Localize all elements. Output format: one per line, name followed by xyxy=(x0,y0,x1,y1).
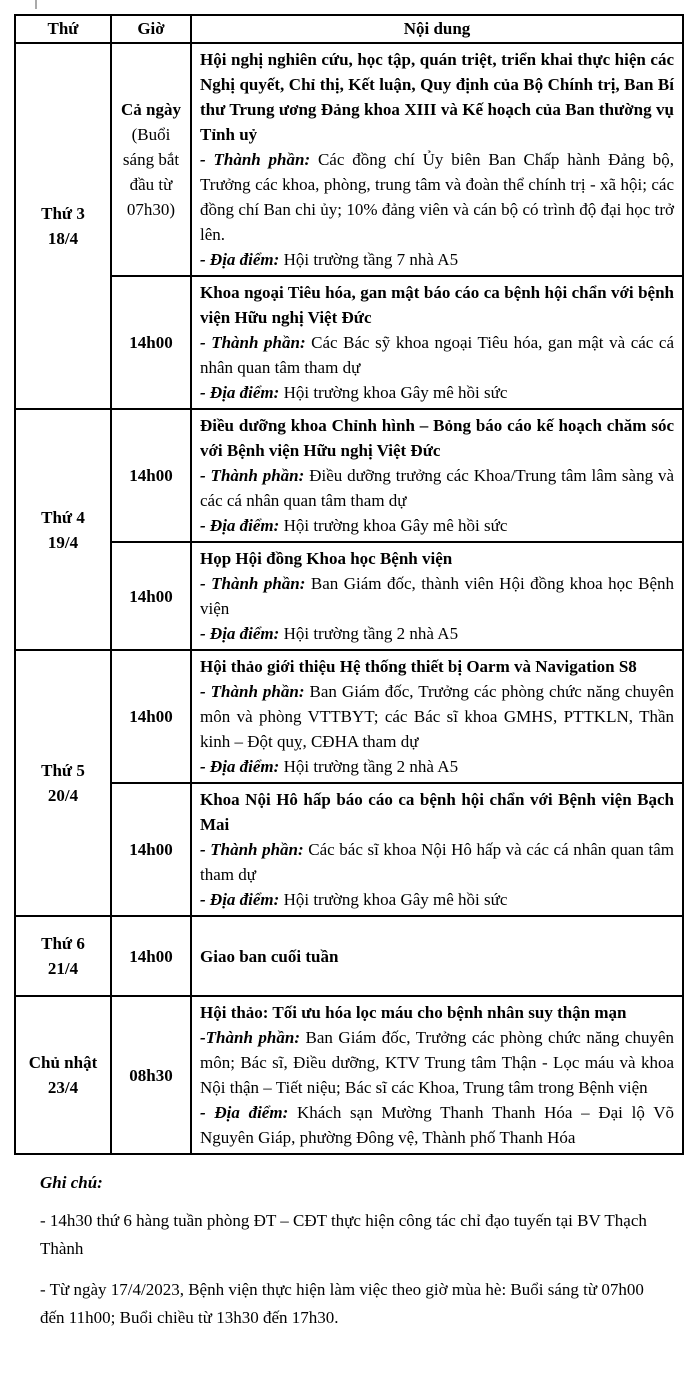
participants-text: Ban Giám đốc, Trưởng các phòng chức năng chuyên môn và phòng VTTBYT; các Bác sĩ khoa GMHS, PTTKLN, Thần kinh – Đột quỵ, CĐHA tham dự xyxy=(200,682,675,751)
event-title: Họp Hội đồng Khoa học Bệnh viện xyxy=(200,549,453,568)
participants-line xyxy=(200,330,674,380)
participants-text: Các đồng chí Ủy biên Ban Chấp hành Đảng bộ, Trưởng các khoa, phòng, trung tâm và đoàn thể chính trị - xã hội; các đồng chí Ban chi ủy; 10% đảng viên và cán bộ có trình độ đại học trở lên. xyxy=(200,150,675,244)
table-row xyxy=(15,542,683,650)
location-line xyxy=(200,513,674,538)
time-cell xyxy=(111,409,191,542)
day-name: Thứ 3 xyxy=(41,204,85,223)
day-date: 21/4 xyxy=(47,959,79,978)
content-cell xyxy=(191,409,683,542)
day-cell-chunhat xyxy=(15,996,111,1154)
day-cell-thu6 xyxy=(15,916,111,996)
participants-text: Ban Giám đốc, Trưởng các phòng chức năng chuyên môn; Bác sĩ, Điều dưỡng, KTV Trung tâm Thận - Lọc máu và khoa Nội thận – Tiết niệu; Bác sĩ các Khoa, Trung tâm trong Bệnh viện xyxy=(200,1028,674,1097)
day-cell-thu4 xyxy=(15,409,111,650)
content-cell xyxy=(191,542,683,650)
time-cell xyxy=(111,783,191,916)
location-line xyxy=(200,1100,674,1150)
content-cell xyxy=(191,996,683,1154)
participants-line xyxy=(200,679,674,754)
time-cell xyxy=(111,650,191,783)
table-row xyxy=(15,276,683,409)
content-cell xyxy=(191,43,683,276)
location-line xyxy=(200,754,674,779)
notes-section xyxy=(40,1169,654,1332)
location-label: - Địa điểm: xyxy=(200,383,280,402)
participants-label: - Thành phần: xyxy=(200,333,306,352)
location-label: - Địa điểm: xyxy=(200,624,280,643)
participants-text: Điều dưỡng trưởng các Khoa/Trung tâm lâm sàng và các cá nhân quan tâm tham dự xyxy=(200,466,675,510)
time-value: 14h00 xyxy=(129,586,173,606)
participants-text: Các Bác sỹ khoa ngoại Tiêu hóa, gan mật và các cá nhân quan tâm tham dự xyxy=(200,333,674,377)
header-content: Nội dung xyxy=(191,15,683,43)
participants-label: - Thành phần: xyxy=(200,840,304,859)
location-text: Hội trường khoa Gây mê hồi sức xyxy=(283,516,508,535)
participants-text: Các bác sĩ khoa Nội Hô hấp và các cá nhân quan tâm tham dự xyxy=(200,840,675,884)
table-row xyxy=(15,996,683,1154)
event-title: Giao ban cuối tuần xyxy=(200,946,339,966)
participants-line xyxy=(200,147,674,247)
content-cell xyxy=(191,276,683,409)
location-label: - Địa điểm: xyxy=(200,1103,289,1122)
table-row xyxy=(15,409,683,542)
note-item: - Từ ngày 17/4/2023, Bệnh viện thực hiện làm việc theo giờ mùa hè: Buổi sáng từ 07h00 đến 11h00; Buổi chiều từ 13h30 đến 17h30. xyxy=(40,1280,644,1327)
location-line xyxy=(200,247,674,272)
schedule-table xyxy=(14,14,684,1155)
day-name: Thứ 5 xyxy=(41,761,85,780)
location-text: Hội trường tầng 7 nhà A5 xyxy=(283,250,459,269)
day-date: 23/4 xyxy=(47,1078,79,1097)
time-cell xyxy=(111,996,191,1154)
day-date: 18/4 xyxy=(47,229,79,248)
time-cell xyxy=(111,43,191,276)
participants-label: - Thành phần: xyxy=(200,682,305,701)
content-cell xyxy=(191,916,683,996)
participants-label: - Thành phần: xyxy=(200,466,305,485)
event-title: Hội thảo giới thiệu Hệ thống thiết bị Oarm và Navigation S8 xyxy=(200,657,637,676)
event-title: Điều dưỡng khoa Chỉnh hình – Bỏng báo cáo kế hoạch chăm sóc với Bệnh viện Hữu nghị Việt Đức xyxy=(200,416,674,460)
location-text: Hội trường tầng 2 nhà A5 xyxy=(283,624,459,643)
location-label: - Địa điểm: xyxy=(200,250,280,269)
day-date: 19/4 xyxy=(47,532,79,552)
table-row xyxy=(15,650,683,783)
event-title: Khoa Nội Hô hấp báo cáo ca bệnh hội chẩn với Bệnh viện Bạch Mai xyxy=(200,790,674,834)
participants-line xyxy=(200,463,674,513)
location-line xyxy=(200,380,674,405)
event-title: Khoa ngoại Tiêu hóa, gan mật báo cáo ca bệnh hội chẩn với bệnh viện Hữu nghị Việt Đức xyxy=(200,283,674,327)
table-row xyxy=(15,783,683,916)
participants-line xyxy=(200,571,674,621)
location-text: Hội trường khoa Gây mê hồi sức xyxy=(283,383,508,402)
table-row xyxy=(15,916,683,996)
header-day: Thứ xyxy=(15,15,111,43)
time-value: 14h00 xyxy=(129,840,173,859)
time-value: 14h00 xyxy=(129,707,173,726)
location-line xyxy=(200,887,674,912)
header-row xyxy=(15,15,683,43)
day-cell-thu5 xyxy=(15,650,111,916)
content-cell xyxy=(191,783,683,916)
location-label: - Địa điểm: xyxy=(200,890,280,909)
time-value: Cả ngày xyxy=(121,100,181,119)
day-name: Chủ nhật xyxy=(28,1053,98,1072)
participants-label: - Thành phần: xyxy=(200,150,311,169)
content-cell xyxy=(191,650,683,783)
participants-line xyxy=(200,1025,674,1100)
time-value: 14h00 xyxy=(129,946,173,966)
note-item: - 14h30 thứ 6 hàng tuần phòng ĐT – CĐT thực hiện công tác chỉ đạo tuyến tại BV Thạch Thành xyxy=(40,1211,647,1258)
header-time: Giờ xyxy=(111,15,191,43)
location-label: - Địa điểm: xyxy=(200,757,280,776)
time-value: 08h30 xyxy=(129,1065,173,1085)
day-date: 20/4 xyxy=(47,786,79,805)
event-title: Hội nghị nghiên cứu, học tập, quán triệt, triển khai thực hiện các Nghị quyết, Chỉ thị, Kết luận, Quy định của Bộ Chính trị, Ban Bí thư Trung ương Đảng khoa XIII và Kế hoạch của Ban thường vụ Tỉnh uỷ xyxy=(200,50,674,144)
table-row xyxy=(15,43,683,276)
participants-line xyxy=(200,837,674,887)
day-name: Thứ 4 xyxy=(41,507,85,527)
day-name: Thứ 6 xyxy=(41,934,85,953)
location-label: - Địa điểm: xyxy=(200,516,280,535)
event-title: Hội thảo: Tối ưu hóa lọc máu cho bệnh nhân suy thận mạn xyxy=(200,1003,627,1022)
time-value: 14h00 xyxy=(129,333,173,352)
location-text: Hội trường khoa Gây mê hồi sức xyxy=(283,890,508,909)
time-note: (Buổi sáng bắt đầu từ 07h30) xyxy=(122,125,180,219)
location-line xyxy=(200,621,674,646)
notes-heading: Ghi chú: xyxy=(40,1173,103,1192)
participants-text: Ban Giám đốc, thành viên Hội đồng khoa học Bệnh viện xyxy=(200,574,674,618)
location-text: Khách sạn Mường Thanh Thanh Hóa – Đại lộ Võ Nguyên Giáp, phường Đông vệ, Thành phố Thanh Hóa xyxy=(200,1103,674,1147)
time-value: 14h00 xyxy=(129,466,173,485)
scan-artifact-tick xyxy=(35,0,37,9)
time-cell xyxy=(111,916,191,996)
day-cell-thu3 xyxy=(15,43,111,409)
time-cell xyxy=(111,542,191,650)
participants-label: -Thành phần: xyxy=(200,1028,300,1047)
participants-label: - Thành phần: xyxy=(200,574,306,593)
time-cell xyxy=(111,276,191,409)
location-text: Hội trường tầng 2 nhà A5 xyxy=(283,757,459,776)
